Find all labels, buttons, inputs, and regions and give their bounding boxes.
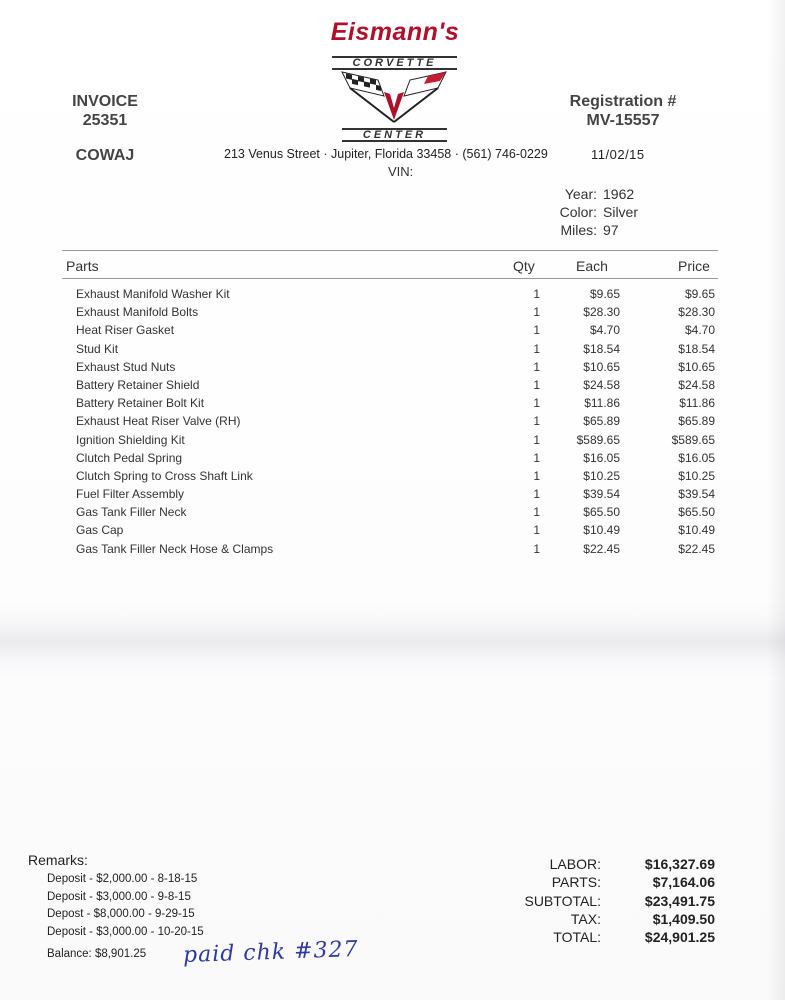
vehicle-info — [540, 185, 638, 239]
part-price: $9.65 — [684, 287, 715, 301]
part-description: Gas Tank Filler Neck — [76, 505, 187, 520]
total-value: $24,901.25 — [644, 929, 715, 946]
part-price: $65.50 — [678, 505, 715, 520]
color-label: Color: — [559, 204, 597, 220]
total-value: $23,491.75 — [644, 892, 715, 909]
part-description: Ignition Shielding Kit — [76, 432, 185, 447]
remarks-label: Remarks: — [28, 852, 88, 868]
total-row — [480, 874, 715, 892]
col-header-qty: Qty — [513, 258, 535, 274]
part-price: $65.89 — [678, 414, 715, 429]
table-row — [62, 378, 718, 396]
col-header-each: Each — [576, 258, 608, 274]
part-price: $11.86 — [679, 396, 715, 411]
part-price: $10.65 — [678, 359, 715, 374]
brand-name: Eismann's — [330, 18, 460, 46]
total-value: $7,164.06 — [652, 874, 715, 891]
total-row — [480, 893, 715, 911]
table-header-rule — [62, 278, 718, 279]
part-description: Clutch Spring to Cross Shaft Link — [76, 468, 253, 483]
paper-edge-shadow — [767, 0, 785, 1000]
part-price: $28.30 — [678, 305, 715, 320]
table-top-rule — [62, 250, 718, 251]
color-value: Silver — [603, 204, 639, 220]
col-header-price: Price — [678, 258, 710, 274]
part-qty: 1 — [533, 432, 540, 447]
part-qty: 1 — [533, 359, 540, 374]
part-each: $10.25 — [583, 468, 620, 483]
part-description: Stud Kit — [76, 341, 119, 356]
deposit-line: Deposit - $2,000.00 - 8-18-15 — [47, 873, 198, 885]
table-row — [62, 305, 718, 323]
part-each: $16.05 — [583, 450, 620, 465]
total-label: TAX: — [570, 910, 601, 927]
part-description: Heat Riser Gasket — [76, 323, 175, 338]
table-row — [62, 451, 718, 469]
total-row — [480, 856, 715, 874]
part-qty: 1 — [533, 450, 540, 465]
part-each: $11.86 — [584, 396, 620, 411]
part-price: $10.49 — [678, 523, 715, 538]
total-label: TOTAL: — [553, 929, 601, 946]
part-qty: 1 — [533, 341, 540, 356]
vin-label: VIN: — [388, 164, 414, 179]
part-description: Exhaust Manifold Washer Kit — [76, 287, 230, 301]
miles-value: 97 — [603, 222, 619, 238]
part-price: $22.45 — [678, 541, 715, 556]
table-row — [62, 487, 718, 505]
handwritten-paid-note: paid chk #327 — [182, 936, 359, 969]
part-each: $10.49 — [583, 523, 620, 538]
table-row — [62, 523, 718, 541]
part-description: Exhaust Manifold Bolts — [76, 305, 199, 320]
part-each: $24.58 — [583, 377, 620, 392]
part-description: Fuel Filter Assembly — [76, 487, 185, 502]
table-row — [62, 396, 718, 414]
part-description: Gas Tank Filler Neck Hose & Clamps — [76, 541, 274, 556]
registration-block — [548, 92, 698, 130]
total-label: LABOR: — [549, 856, 601, 872]
part-each: $39.54 — [583, 487, 620, 502]
part-description: Exhaust Heat Riser Valve (RH) — [76, 414, 241, 429]
table-row — [62, 360, 718, 378]
table-row — [62, 323, 718, 341]
deposit-line: Depost - $8,000.00 - 9-29-15 — [47, 908, 195, 920]
deposit-line: Deposit - $3,000.00 - 10-20-15 — [47, 925, 204, 938]
invoice-block — [62, 92, 148, 165]
part-description: Battery Retainer Shield — [76, 377, 200, 392]
table-row — [62, 414, 718, 432]
part-description: Clutch Pedal Spring — [76, 450, 183, 465]
miles-label: Miles: — [560, 222, 597, 238]
part-each: $28.30 — [583, 305, 620, 320]
total-row — [480, 929, 715, 947]
invoice-date: 11/02/15 — [591, 147, 645, 162]
part-each: $10.65 — [583, 359, 620, 374]
registration-label: Registration # — [569, 93, 677, 110]
part-description: Battery Retainer Bolt Kit — [76, 396, 205, 411]
part-qty: 1 — [533, 487, 540, 502]
part-price: $39.54 — [678, 487, 715, 502]
invoice-number: 25351 — [82, 112, 128, 129]
part-price: $4.70 — [684, 323, 715, 338]
invoice-label: INVOICE — [72, 93, 138, 110]
year-label: Year: — [564, 186, 597, 202]
total-label: SUBTOTAL: — [524, 892, 601, 909]
col-header-parts: Parts — [66, 258, 99, 274]
table-row — [62, 433, 718, 451]
deposit-list — [47, 871, 204, 941]
part-price: $10.25 — [678, 468, 715, 483]
table-row — [62, 469, 718, 487]
logo-top-text: CORVETTE — [332, 56, 457, 70]
part-qty: 1 — [533, 468, 540, 483]
part-description: Exhaust Stud Nuts — [76, 359, 176, 374]
part-qty: 1 — [533, 396, 540, 411]
crossed-flags-logo-icon — [334, 70, 454, 126]
part-qty: 1 — [533, 523, 540, 538]
part-price: $18.54 — [678, 341, 715, 356]
logo-bottom-text: CENTER — [342, 128, 447, 142]
part-each: $65.50 — [583, 505, 620, 520]
part-qty: 1 — [533, 414, 540, 429]
part-qty: 1 — [533, 505, 540, 520]
paper-fold-crease — [0, 622, 785, 662]
table-row — [62, 342, 718, 360]
total-value: $16,327.69 — [644, 856, 715, 872]
totals-block — [480, 856, 715, 947]
part-each: $9.65 — [589, 287, 620, 301]
parts-list — [62, 287, 718, 560]
customer-code: COWAJ — [75, 147, 135, 164]
year-value: 1962 — [603, 186, 635, 202]
balance-text: Balance: $8,901.25 — [47, 948, 147, 960]
total-row — [480, 911, 715, 929]
table-row — [62, 287, 718, 305]
part-each: $4.70 — [589, 323, 620, 338]
part-price: $24.58 — [678, 377, 715, 392]
total-value: $1,409.50 — [652, 910, 715, 927]
part-qty: 1 — [533, 377, 540, 392]
part-qty: 1 — [533, 323, 540, 338]
shop-address: 213 Venus Street · Jupiter, Florida 33458 · (561) 746-0229 — [224, 147, 548, 161]
registration-number: MV-15557 — [586, 112, 660, 129]
part-each: $18.54 — [583, 341, 620, 356]
table-header — [62, 258, 718, 278]
part-qty: 1 — [533, 287, 540, 301]
part-price: $16.05 — [678, 450, 715, 465]
deposit-line: Deposit - $3,000.00 - 9-8-15 — [47, 890, 191, 903]
part-qty: 1 — [533, 541, 540, 556]
part-each: $589.65 — [576, 432, 620, 447]
part-price: $589.65 — [671, 432, 715, 447]
total-label: PARTS: — [551, 874, 601, 891]
table-row — [62, 542, 718, 560]
part-qty: 1 — [533, 305, 540, 320]
part-each: $65.89 — [583, 414, 620, 429]
part-each: $22.45 — [583, 541, 620, 556]
table-row — [62, 505, 718, 523]
part-description: Gas Cap — [76, 523, 124, 538]
